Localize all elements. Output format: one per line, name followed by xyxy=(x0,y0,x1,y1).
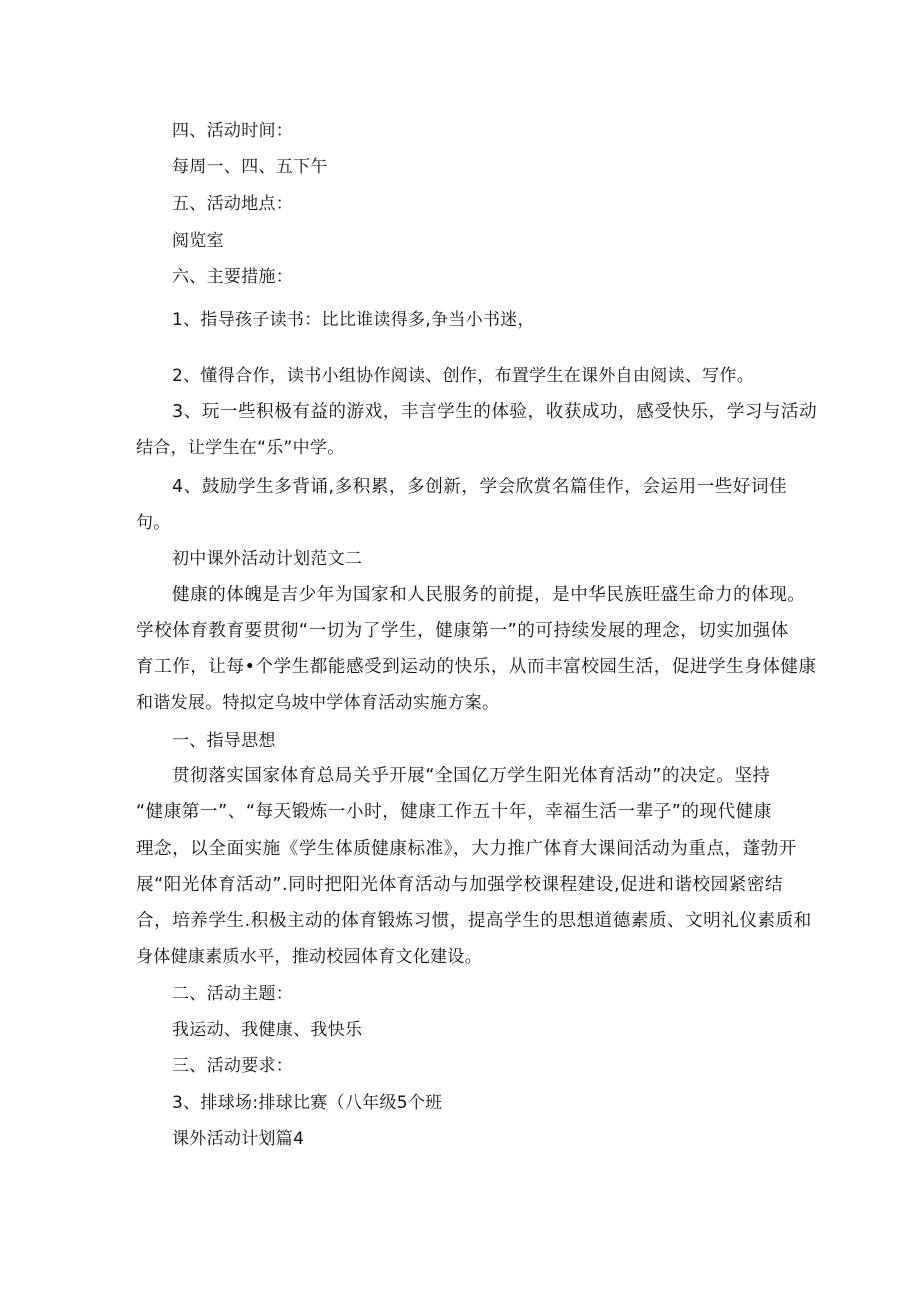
heading-guiding-thought: 一、指导思想 xyxy=(172,731,276,751)
heading-activity-requirements: 三、活动要求： xyxy=(172,1056,294,1076)
section-title-plan-four: 课外活动计划篇4 xyxy=(172,1129,305,1149)
intro-line-1: 健康的体魄是吉少年为国家和人民服务的前提，是中华民族旺盛生命力的体现。 xyxy=(172,585,806,605)
requirement-3: 3、排球场:排球比赛（八年级5个班 xyxy=(172,1093,443,1113)
heading-activity-location: 五、活动地点： xyxy=(172,194,294,214)
guiding-line-2: “健康第一”、“每天锻炼一小时，健康工作五十年，幸福生活一辈子”的现代健康 xyxy=(136,802,772,822)
section-title-plan-two: 初中课外活动计划范文二 xyxy=(172,549,363,569)
activity-location-value: 阅览室 xyxy=(172,231,224,251)
measure-3-line-2: 结合，让学生在“乐”中学。 xyxy=(136,438,345,458)
measure-3-line-1: 3、玩一些积极有益的游戏，丰言学生的体验，收获成功，感受快乐，学习与活动 xyxy=(172,402,818,422)
intro-line-3: 育工作，让每•个学生都能感受到运动的快乐，从而丰富校园生活，促进学生身体健康 xyxy=(136,657,817,677)
activity-time-value: 每周一、四、五下午 xyxy=(172,157,328,177)
intro-line-4: 和谐发展。特拟定乌坡中学体育活动实施方案。 xyxy=(136,693,500,713)
measure-4-line-2: 句。 xyxy=(136,513,171,533)
guiding-line-3: 理念，以全面实施《学生体质健康标准》，大力推广体育大课间活动为重点，蓬勃开 xyxy=(136,839,797,859)
heading-activity-theme: 二、活动主题： xyxy=(172,984,294,1004)
activity-theme-value: 我运动、我健康、我快乐 xyxy=(172,1020,363,1040)
heading-activity-time: 四、活动时间： xyxy=(172,121,294,141)
heading-main-measures: 六、主要措施： xyxy=(172,267,294,287)
measure-1: 1、指导孩子读书：比比谁读得多,争当小书迷， xyxy=(172,310,535,330)
guiding-line-6: 身体健康素质水平，推动校园体育文化建设。 xyxy=(136,947,482,967)
guiding-line-5: 合，培养学生.积极主动的体育锻炼习惯，提高学生的思想道德素质、文明礼仪素质和 xyxy=(136,911,812,931)
measure-4-line-1: 4、鼓励学生多背诵,多积累，多创新，学会欣赏名篇佳作，会运用一些好词佳 xyxy=(172,477,788,497)
intro-line-2: 学校体育教育要贯彻“一切为了学生，健康第一”的可持续发展的理念，切实加强体 xyxy=(136,621,789,641)
guiding-line-4: 展“阳光体育活动”.同时把阳光体育活动与加强学校课程建设,促进和谐校园紧密结 xyxy=(136,875,784,895)
measure-2: 2、懂得合作，读书小组协作阅读、创作，布置学生在课外自由阅读、写作。 xyxy=(172,366,755,386)
guiding-line-1: 贯彻落实国家体育总局关乎开展“全国亿万学生阳光体育活动”的决定。坚持 xyxy=(172,766,771,786)
